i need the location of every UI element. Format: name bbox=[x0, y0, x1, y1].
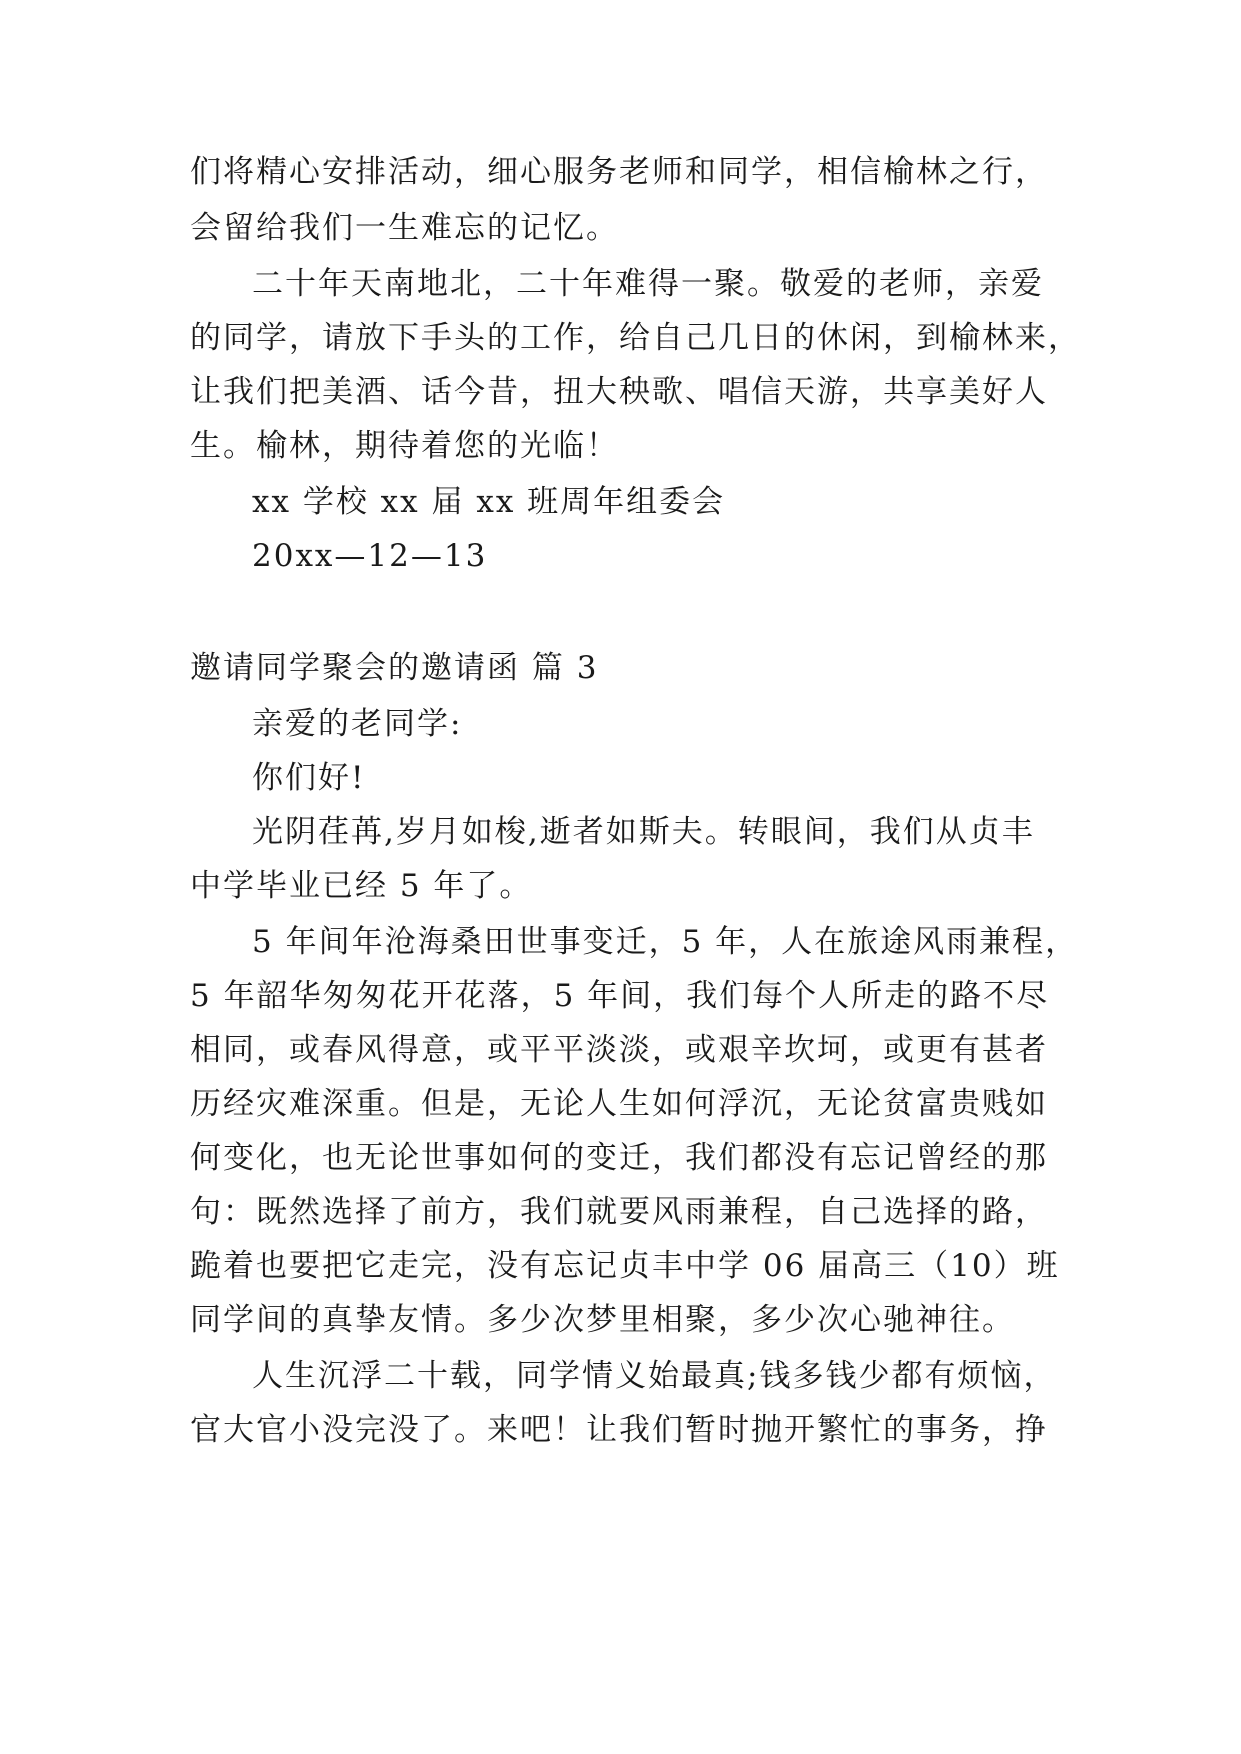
paragraph-line: 何变化，也无论世事如何的变迁，我们都没有忘记曾经的那 bbox=[190, 1140, 1048, 1176]
paragraph-line: 生。榆林，期待着您的光临！ bbox=[190, 428, 619, 464]
paragraph-line: 光阴荏苒,岁月如梭,逝者如斯夫。转眼间，我们从贞丰 bbox=[252, 814, 1035, 850]
paragraph-line: 二十年天南地北，二十年难得一聚。敬爱的老师，亲爱 bbox=[252, 266, 1044, 302]
paragraph-line: 相同，或春风得意，或平平淡淡，或艰辛坎坷，或更有甚者 bbox=[190, 1032, 1048, 1068]
paragraph-line: 句：既然选择了前方，我们就要风雨兼程，自己选择的路， bbox=[190, 1194, 1048, 1230]
paragraph-line: 中学毕业已经 5 年了。 bbox=[190, 868, 533, 904]
paragraph-line: 跪着也要把它走完，没有忘记贞丰中学 06 届高三（10）班 bbox=[190, 1248, 1060, 1284]
date: 20xx—12—13 bbox=[252, 538, 488, 574]
paragraph-line: 们将精心安排活动，细心服务老师和同学，相信榆林之行， bbox=[190, 154, 1048, 190]
paragraph-line: 5 年韶华匆匆花开花落，5 年间，我们每个人所走的路不尽 bbox=[190, 978, 1050, 1014]
paragraph-line: 官大官小没完没了。来吧！让我们暂时抛开繁忙的事务，挣 bbox=[190, 1412, 1048, 1448]
paragraph-line: 人生沉浮二十载，同学情义始最真;钱多钱少都有烦恼， bbox=[252, 1358, 1057, 1394]
paragraph-line: 的同学，请放下手头的工作，给自己几日的休闲，到榆林来， bbox=[190, 320, 1081, 356]
paragraph-line: 历经灾难深重。但是，无论人生如何浮沉，无论贫富贵贱如 bbox=[190, 1086, 1048, 1122]
salutation: 亲爱的老同学: bbox=[252, 706, 463, 742]
greeting: 你们好! bbox=[252, 760, 366, 796]
paragraph-line: 同学间的真挚友情。多少次梦里相聚，多少次心驰神往。 bbox=[190, 1302, 1015, 1338]
signature: xx 学校 xx 届 xx 班周年组委会 bbox=[252, 484, 726, 520]
paragraph-line: 5 年间年沧海桑田世事变迁，5 年，人在旅途风雨兼程， bbox=[252, 924, 1079, 960]
paragraph-line: 让我们把美酒、话今昔，扭大秧歌、唱信天游，共享美好人 bbox=[190, 374, 1048, 410]
paragraph-line: 会留给我们一生难忘的记忆。 bbox=[190, 210, 619, 246]
section-title: 邀请同学聚会的邀请函 篇 3 bbox=[190, 650, 599, 686]
